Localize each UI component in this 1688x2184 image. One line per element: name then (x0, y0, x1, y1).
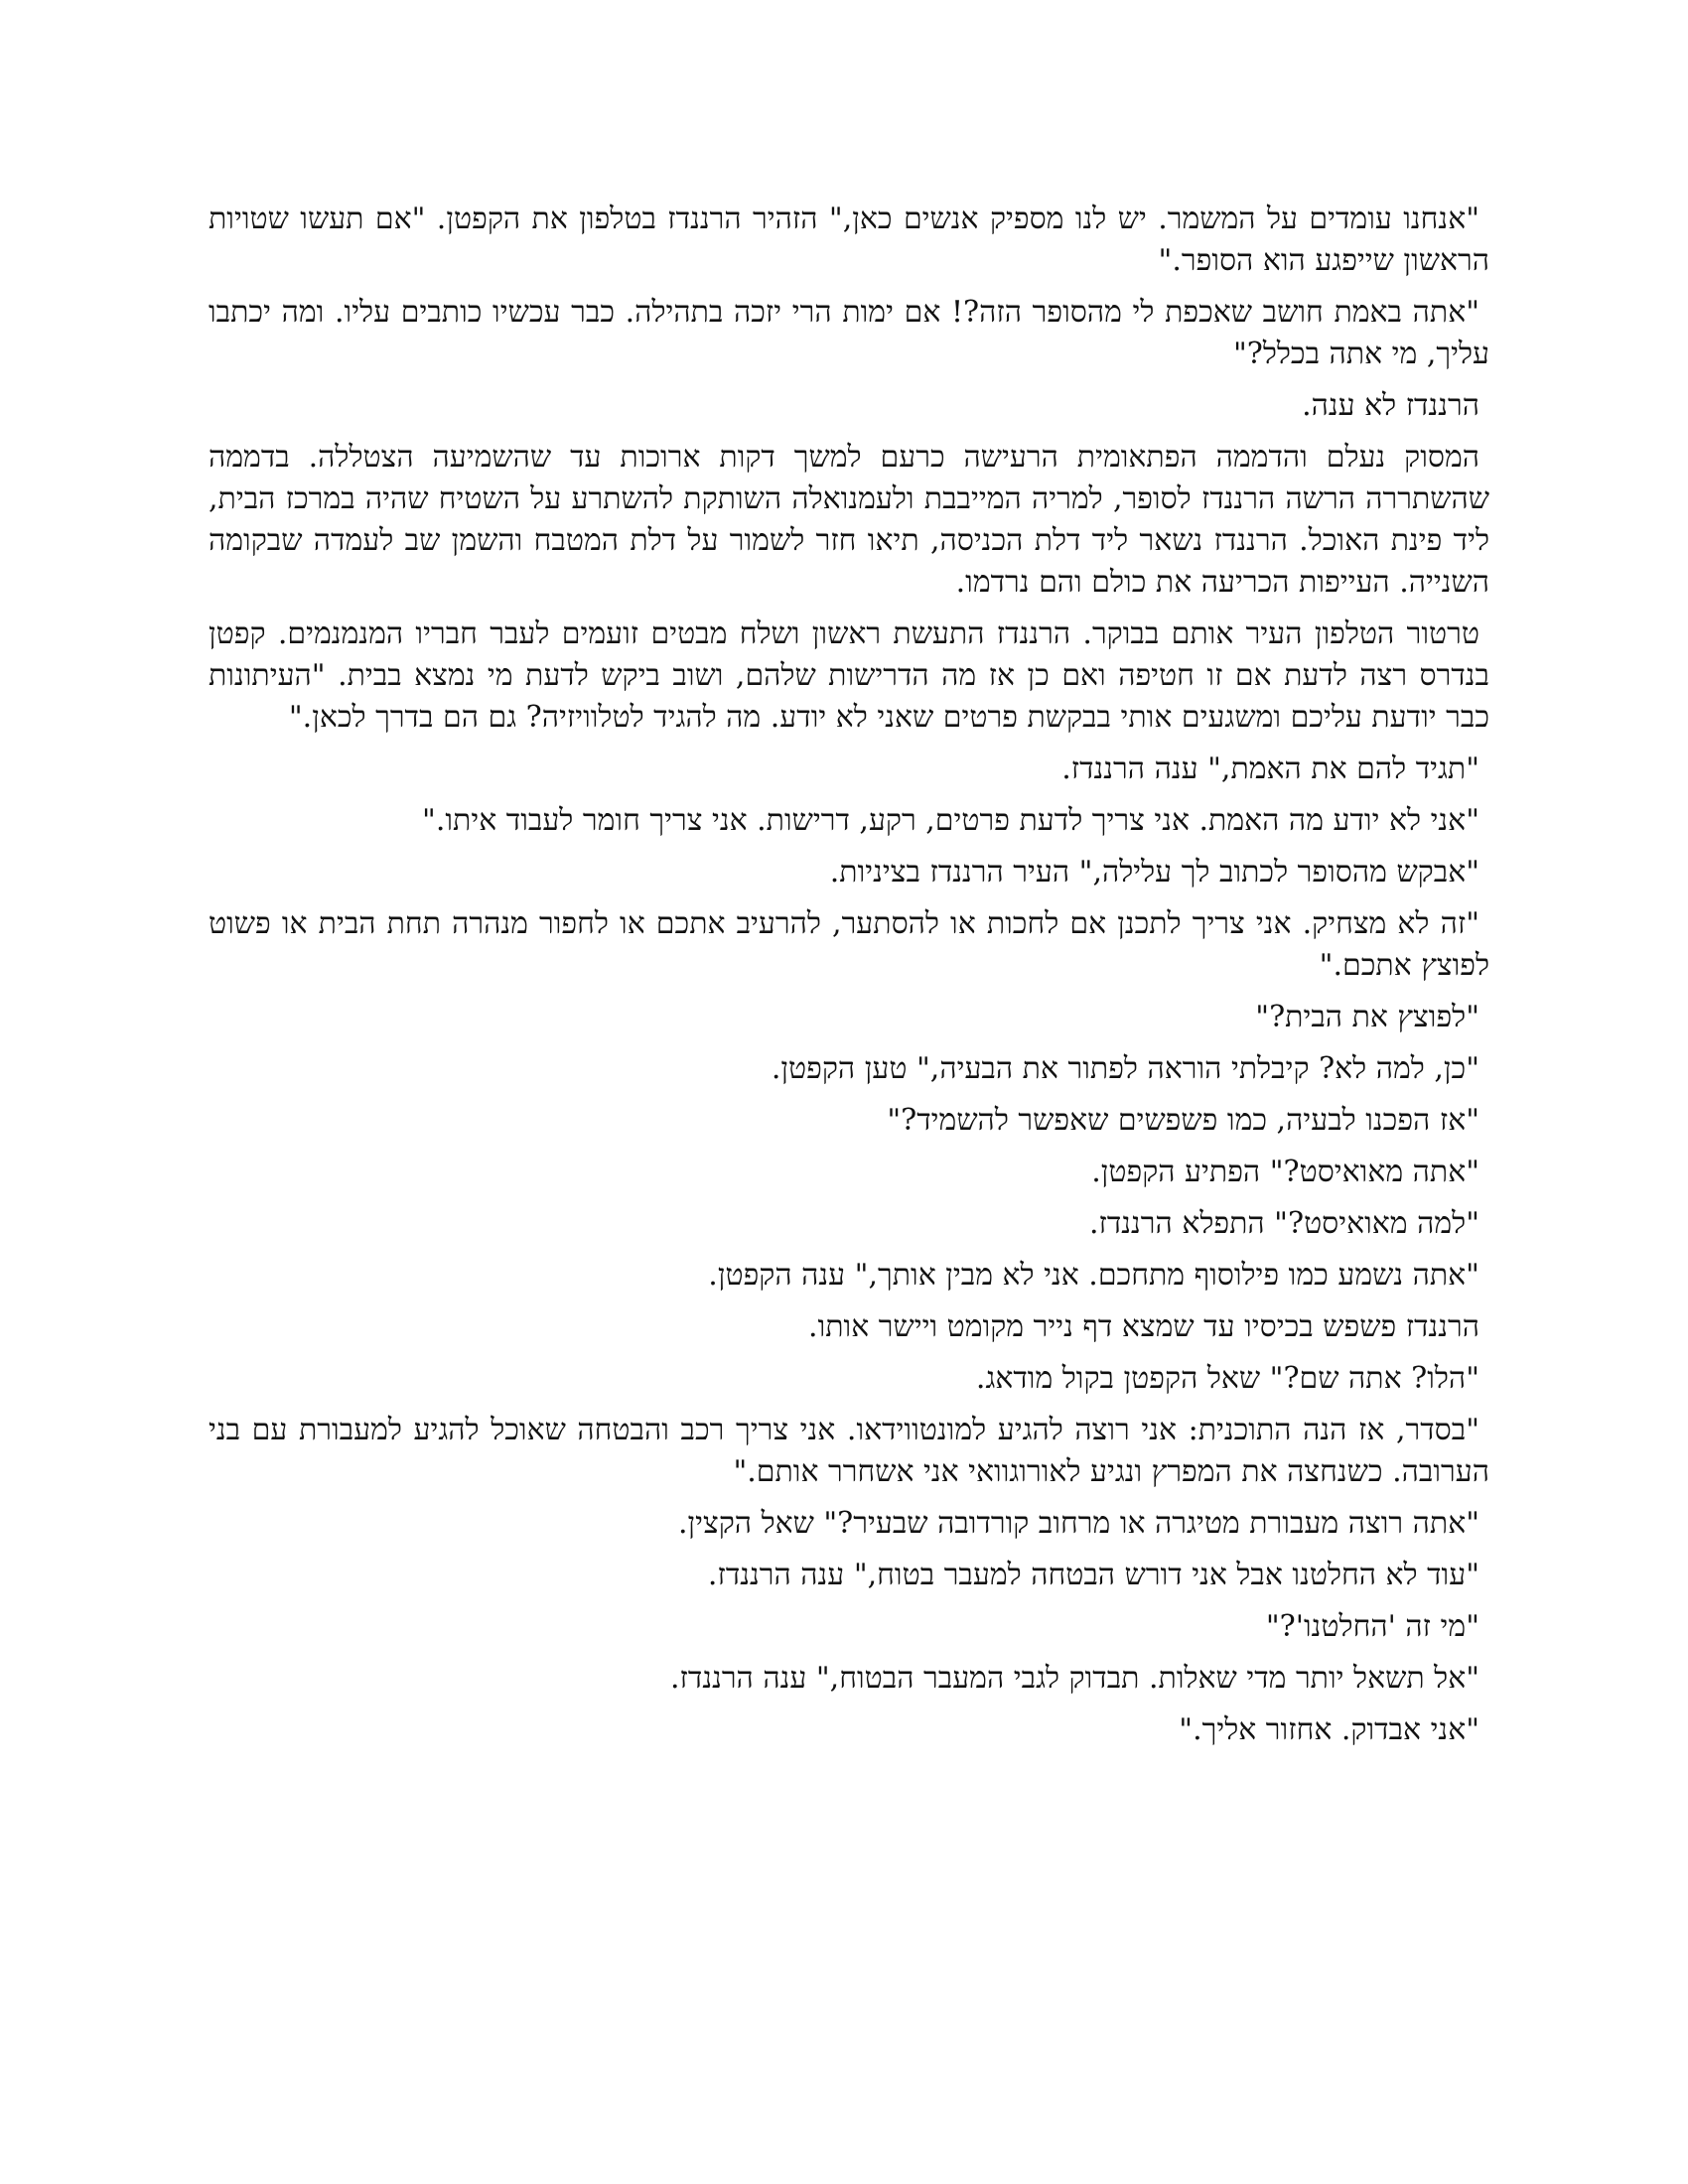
paragraph: "זה לא מצחיק. אני צריך לתכנן אם לחכות או להסתער, להרעיב אתכם או לחפור מנהרה תחת הבית או פשוט לפוצץ אתכם." (209, 906, 1489, 983)
paragraph: המסוק נעלם והדממה הפתאומית הרעישה כרעם למשך דקות ארוכות עד שהשמיעה הצטללה. בדממה שהשתררה הרשה הרננדז לסופר, למריה המייבבת ולעמנואלה השותקת להשתרע על השטיח שהיה במרכז הבית, ליד פינת האוכל. הרננדז נשאר ליד דלת הכניסה, תיאו חזר לשמור על דלת המטבח והשמן שב לעמדה שבקומה השנייה. העייפות הכריעה את כולם והם נרדמו. (209, 440, 1489, 600)
paragraph: טרטור הטלפון העיר אותם בבוקר. הרננדז התעשת ראשון ושלח מבטים זועמים לעבר חבריו המנמנמים. קפטן בנדרס רצה לדעת אם זו חטיפה ואם כן אז מה הדרישות שלהם, ושוב ביקש לדעת מי נמצא בבית. "העיתונות כבר יודעת עליכם ומשגעים אותי בבקשת פרטים שאני לא יודע. מה להגיד לטלוויזיה? גם הם בדרך לכאן." (209, 616, 1489, 735)
paragraph: "אבקש מהסופר לכתוב לך עלילה," העיר הרננדז בציניות. (829, 855, 1479, 889)
paragraph: "למה מאואיסט?" התפלא הרננדז. (1088, 1206, 1479, 1241)
paragraph: "תגיד להם את האמת," ענה הרננדז. (1061, 751, 1479, 786)
paragraph: "אתה נשמע כמו פילוסוף מתחכם. אני לא מבין אותך," ענה הקפטן. (708, 1258, 1479, 1293)
paragraph: "אז הפכנו לבעיה, כמו פשפשים שאפשר להשמיד?" (887, 1103, 1479, 1138)
paragraph: הרננדז פשפש בכיסיו עד שמצא דף נייר מקומט ויישר אותו. (808, 1309, 1479, 1344)
paragraph: "אתה רוצה מעבורת מטיגרה או מרחוב קורדובה שבעיר?" שאל הקצין. (677, 1506, 1479, 1541)
paragraph: הרננדז לא ענה. (1302, 388, 1479, 423)
paragraph: "אתה באמת חושב שאכפת לי מהסופר הזה?! אם ימות הרי יזכה בתהילה. כבר עכשיו כותבים עליו. ומה יכתבו עליך, מי אתה בכלל?" (209, 295, 1489, 371)
paragraph: "הלו? אתה שם?" שאל הקפטן בקול מודאג. (975, 1361, 1479, 1396)
paragraph: "עוד לא החלטנו אבל אני דורש הבטחה למעבר בטוח," ענה הרננדז. (707, 1558, 1479, 1592)
paragraph: "אני אבדוק. אחזור אליך." (1179, 1712, 1479, 1747)
paragraph: "אנחנו עומדים על המשמר. יש לנו מספיק אנשים כאן," הזהיר הרננדז בטלפון את הקפטן. "אם תעשו שטויות הראשון שייפגע הוא הסופר." (209, 202, 1489, 278)
paragraph: "כן, למה לא? קיבלתי הוראה לפתור את הבעיה," טען הקפטן. (771, 1051, 1479, 1086)
paragraph: "מי זה 'החלטנו'?" (1265, 1609, 1479, 1644)
document-page (209, 199, 1489, 1761)
paragraph: "אתה מאואיסט?" הפתיע הקפטן. (1091, 1155, 1479, 1189)
paragraph: "אני לא יודע מה האמת. אני צריך לדעת פרטים, רקע, דרישות. אני צריך חומר לעבוד איתו." (422, 803, 1479, 838)
paragraph: "אל תשאל יותר מדי שאלות. תבדוק לגבי המעבר הבטוח," ענה הרננדז. (669, 1661, 1479, 1696)
paragraph: "בסדר, אז הנה התוכנית: אני רוצה להגיע למונטווידאו. אני צריך רכב והבטחה שאוכל להגיע למעבורת עם בני הערובה. כשנחצה את המפרץ ונגיע לאורוגוואי אני אשחרר אותם." (209, 1413, 1489, 1489)
paragraph: "לפוצץ את הבית?" (1255, 1000, 1479, 1034)
